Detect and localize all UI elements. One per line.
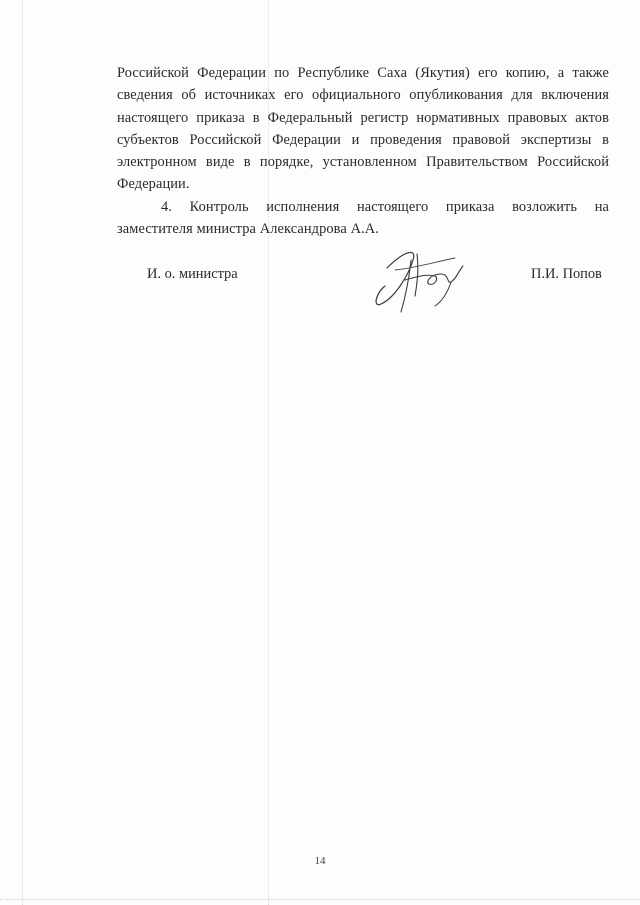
- text-line: Российской Федерации по Республике Саха (Якутия) его копию, а также: [117, 65, 609, 81]
- text-line: настоящего приказа в Федеральный регистр нормативных правовых актов: [117, 109, 609, 126]
- document-body: [117, 62, 609, 240]
- signatory-title: И. о. министра: [147, 266, 238, 282]
- text-line: электронном виде в порядке, установленном Правительством Российской: [117, 154, 609, 171]
- text-line: сведения об источниках его официального опубликования для включения: [117, 87, 609, 104]
- scan-artifact: [22, 0, 23, 905]
- scan-artifact: [0, 899, 640, 900]
- text-line: Федерации.: [117, 176, 190, 193]
- handwritten-signature: [365, 240, 475, 320]
- text-line: субъектов Российской Федерации и проведения правовой экспертизы в: [117, 131, 609, 148]
- page-number: 14: [314, 855, 326, 867]
- text-line: заместителя министра Александрова А.А.: [117, 221, 379, 238]
- signatory-name: П.И. Попов: [531, 266, 602, 282]
- signature-block: [0, 262, 640, 322]
- text-line: 4. Контроль исполнения настоящего приказа возложить на: [161, 198, 609, 215]
